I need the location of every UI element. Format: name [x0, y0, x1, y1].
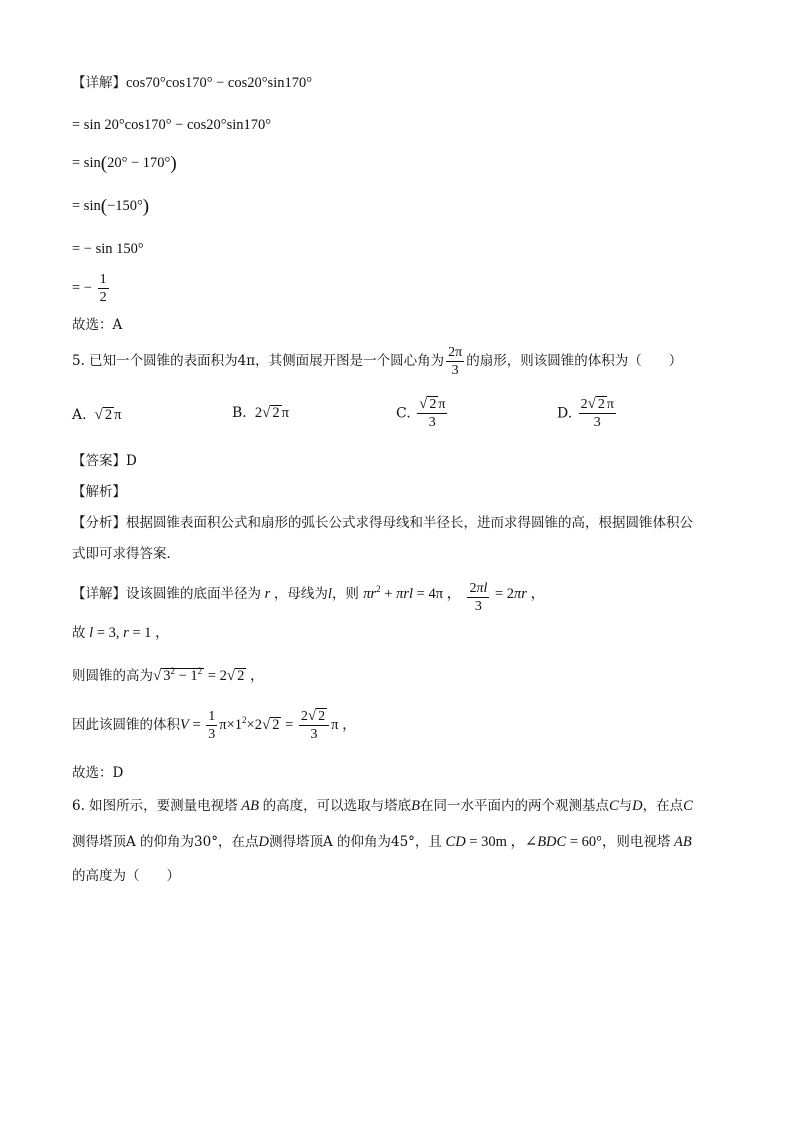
answer-value: D [126, 453, 137, 469]
q6-text-1e: ，在点 [642, 798, 684, 814]
angle-denominator: 3 [451, 363, 459, 378]
detail-text-1a: 设该圆锥的底面半径为 [126, 586, 261, 602]
q6-text-1c: 在同一水平面内的两个观测基点 [420, 798, 609, 814]
arc-equation: = 2πr ， [491, 586, 546, 602]
option-d [557, 396, 618, 431]
q6-text-1a: 6. 如图所示，要测量电视塔 [72, 798, 238, 814]
math-step-1: cos70°cos170° − cos20°sin170° [126, 75, 313, 91]
q6-text-1d: 与 [618, 798, 633, 814]
q6-line-1 [72, 799, 693, 814]
q4-step-1 [72, 76, 312, 91]
detail-text-3a: 则圆锥的高为 [72, 668, 153, 684]
height-equation: √ $3^2 - 1^2 = 2√$ 2 ， [153, 666, 265, 684]
q5-detail-line-2 [72, 626, 170, 641]
arc-fraction: $\frac{2\pi l}{3}$ [469, 581, 488, 614]
q6-text-2b: 测得塔顶A 的仰角为45°，且 [268, 834, 442, 850]
detail-text-4a: 因此该圆锥的体积 [72, 716, 180, 733]
cd-equation: CD = 30m ，∠BDC = 60°， [445, 834, 617, 850]
var-d2: D [258, 834, 269, 850]
q6-line-2 [72, 835, 692, 850]
volume-equation: V = $\frac{1}{3}$ $\pi\times 1^2\times 2√$ 2 = $\frac{2√ 2}{3}$ π ， [180, 708, 357, 742]
option-d-label: D. [557, 405, 573, 422]
var-b: B [411, 798, 420, 814]
analysis-text-1: 根据圆锥表面积公式和扇形的弧长公式求得母线和半径长，进而求得圆锥的高，根据圆锥体积公 [126, 515, 693, 531]
q5-answer [72, 455, 137, 469]
fraction: $\frac{1}{2}$ [99, 272, 107, 305]
option-d-value: $\frac{2√ 2 \pi}{3}$ [580, 396, 614, 430]
var-l: l [327, 586, 332, 602]
q5-choice: 故选：D [72, 765, 124, 781]
solution-lr: l = 3, r = 1 ， [89, 625, 170, 641]
analysis-tag: 【解析】 [72, 484, 126, 500]
q4-step-2: = sin 20°cos170° − cos20°sin170° [72, 117, 272, 133]
area-equation: $\pi r^2 + \pi rl = 4\pi$ ， [363, 584, 462, 602]
q5-analysis-line-1 [72, 517, 693, 531]
option-a [72, 407, 121, 424]
var-c: C [609, 798, 619, 814]
q6-text-1b: 的高度，可以选取与塔底 [262, 798, 412, 814]
q5-detail-line-4 [72, 708, 357, 743]
detail-tag: 【详解】 [72, 75, 126, 91]
q6-text-2c: 则电视塔 [616, 834, 671, 850]
option-a-label: A. [72, 407, 87, 423]
var-d: D [632, 798, 643, 814]
q6-line-3: 的高度为（ ） [72, 868, 180, 884]
q5-detail-line-3 [72, 668, 264, 685]
option-c-value: $\frac{√ 2 \pi}{3}$ [419, 396, 446, 430]
option-c [396, 396, 449, 431]
q4-choice: 故选：A [72, 317, 123, 333]
q5-detail-line-1 [72, 580, 545, 615]
var-r: r [261, 586, 274, 602]
q4-step-5: = − sin 150° [72, 241, 144, 257]
var-ab2: AB [670, 834, 692, 850]
angle-numerator: 2π [448, 345, 463, 360]
option-b-value: 2√ 2 π [251, 405, 289, 421]
fenxi-tag: 【分析】 [72, 515, 126, 531]
q5-analysis-line-2: 式即可求得答案． [72, 546, 180, 562]
q5-stem [72, 344, 682, 379]
q4-step-4: = sin(−150°) [72, 196, 150, 217]
q4-step-6: = − $\frac{1}{2}$ [72, 272, 107, 305]
q5-stem-text-b: 的扇形，则该圆锥的体积为（ ） [466, 353, 683, 369]
var-c2: C [683, 798, 693, 814]
option-c-label: C. [396, 405, 411, 422]
q6-text-2a: 测得塔顶A 的仰角为30°，在点 [72, 834, 259, 850]
answer-tag: 【答案】 [72, 453, 126, 469]
option-a-value: √ 2 π [94, 407, 122, 423]
detail-text-2a: 故 [72, 625, 86, 641]
q4-step-3: = sin(20° − 170°) [72, 153, 177, 174]
option-b [232, 405, 289, 422]
detail-text-1b: ，母线为 [273, 586, 328, 602]
q5-stem-text-a: 5. 已知一个圆锥的表面积为4π，其侧面展开图是一个圆心角为 [72, 353, 445, 369]
detail-text-1c: ，则 [331, 586, 359, 602]
angle-fraction [446, 344, 464, 379]
option-b-label: B. [232, 405, 247, 421]
detail-tag-2: 【详解】 [72, 586, 126, 602]
var-ab: AB [237, 798, 263, 814]
